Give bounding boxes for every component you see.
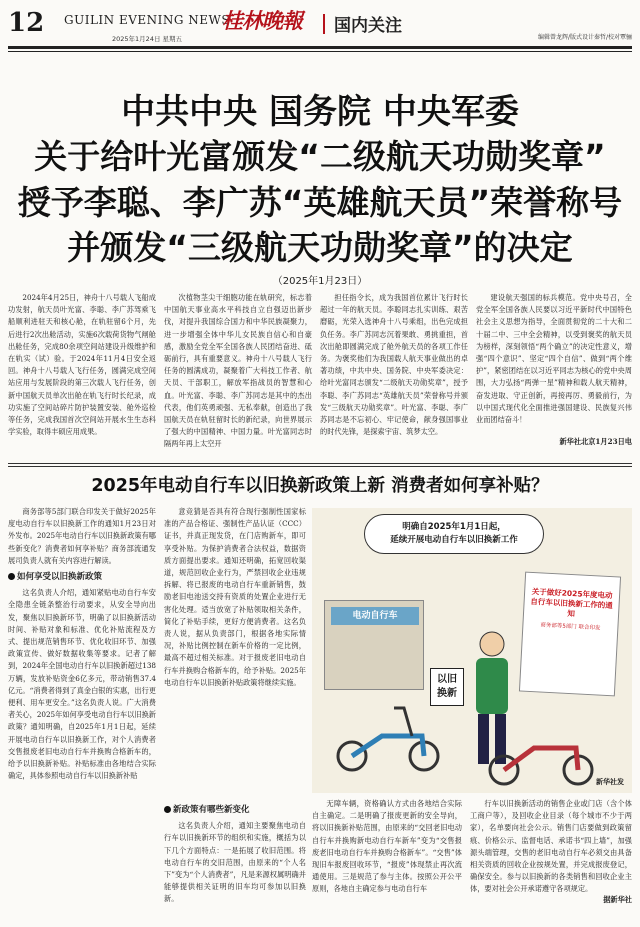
paragraph: 意竞猜是否具有符合现行强制性国家标准的产品合格证、强制性产品认证（CCC）证书，并真正现发货，在门店购新车，即可享受补贴。为保护消费者合法权益，数据资质方面提出要求。通知还明确，拓宽回收渠道，规范回收企业行为，严禁回收企业违规拆解、将已报废的电动自行车重新销售，鼓励老旧电池送交持有资质的处置企业进行无害化处理。适当放宽了补贴领取相关条件，简化了补贴手续，更好方便消费者。这名负责人说，据从负责部门，根据各地实际情况，补贴比例控制在新车价格的一定比例，最高不超过相关标准。对于报废老旧电动自行车并换购合格新车的，给予补贴。2025年电动自行车以旧换新补贴政策将继续实施。 <box>164 507 306 687</box>
article-column-3 <box>312 798 462 920</box>
source-signature: 据新华社 <box>603 895 632 904</box>
article-column-1 <box>8 506 156 918</box>
divider <box>8 463 632 464</box>
headline-line: 并颁发“三级航天功勋奖章”的决定 <box>67 228 573 267</box>
article-title: 2025年电动自行车以旧换新政策上新 消费者如何享补贴？ <box>91 476 549 496</box>
document-subtitle: 商务部等5部门 联合印发 <box>540 622 601 632</box>
policy-document <box>519 572 621 697</box>
paragraph: 行车以旧换新活动的销售企业或门店（含个体工商户等），及回收企业目录（每个城市不少于两家），名单要向社会公示。销售门店要做到政策留痕、价格公示、监督电话、承诺书“四上墙”，加强源头端管理，交售的老旧电动自行车必须交由具备相关资质的回收企业按规处置，并完成报废登记，确保安全。参与以旧换新的各类销售和回收企业主体，要对社会公开承诺遵守各项规定。 <box>470 799 632 894</box>
headline-line: 关于给叶光富颁发“二级航天功勋奖章” <box>34 137 606 176</box>
divider <box>8 51 632 52</box>
photo-credit: 新华社发 <box>596 778 624 786</box>
masthead <box>0 0 640 50</box>
paper-logo: 桂林晚報 <box>222 8 302 33</box>
headline-line: 中共中央 国务院 中央军委 <box>121 92 519 132</box>
bullet-icon <box>164 806 171 813</box>
trade-in-sign <box>430 668 464 706</box>
scooter-icon <box>482 718 602 788</box>
divider <box>8 46 632 49</box>
paragraph: 这名负责人介绍，通知紧贴电动自行车安全隐患全链条整治行动要求，从安全导向出发，聚焦以旧换新环节，明确了以旧换新活动时间、补贴对象和标准、优化补贴流程及方式、提出规范销售环节、优化收旧环节、加强政策宣传、做好数据收集等要求。记者了解到，2024年全国电动自行车以旧换新超过138万辆，发放补贴资金6亿多元，带动销售37.4亿元。“消费者得到了真金白银的实惠，出行更便利、用车更安全。”这名负责人说。广大消费者关心，2025年如何享受电动自行车以旧换新政策？通知明确，自2025年1月1日起，延续开展电动自行车以旧换新工作，对个人消费者交售报废老旧电动自行车并换购合格新车的，给予以旧换新补贴。补贴标准由各地结合实际确定，具体参照电动自行车以旧换新补贴 <box>8 588 156 781</box>
section-title: 国内关注 <box>334 16 402 36</box>
paper-name-en: GUILIN EVENING NEWS <box>64 13 231 27</box>
subheading <box>8 571 156 583</box>
decision-column-3 <box>320 292 468 456</box>
document-title: 关于做好2025年度电动自行车以旧换新工作的通知 <box>530 586 614 619</box>
paragraph: 这名负责人介绍，通知主要聚焦电动自行车以旧换新环节的组织和实施，概括为以下几个方面特点：一是拓展了收旧范围。将电动自行车的交旧范围，由原来的“个人名下”变为“个人消费者”，凡是来源权属明确并能够提供相关证明的旧车均可参加以旧换新。 <box>164 821 306 904</box>
headline-line: 授予李聪、李广苏“英雄航天员”荣誉称号 <box>17 183 623 222</box>
divider <box>323 14 325 34</box>
sign-text: 换新 <box>437 688 457 699</box>
paragraph: 建设航天强国的标兵模范。党中央号召，全党全军全国各族人民要以习近平新时代中国特色社会主义思想为指导，全面贯彻党的二十大和二十届二中、三中全会精神，以受到褒奖的航天员为榜样，深刻领悟“两个确立”的决定性意义，增强“四个意识”、坚定“四个自信”、做到“两个维护”，紧密团结在以习近平同志为核心的党中央周围，大力弘扬“两弹一星”精神和载人航天精神，奋发进取、守正创新，再接再厉、勇毅前行，为以中国式现代化全面推进强国建设、民族复兴伟业而团结奋斗！ <box>476 293 632 425</box>
speech-text: 明确自2025年1月1日起， <box>402 522 506 532</box>
divider <box>8 466 632 467</box>
paragraph: 2024年4月25日，神舟十八号载人飞船成功发射，航天员叶光富、李聪、李广苏驾乘飞船顺利进驻天和核心舱，在轨驻留6个月，先后进行2次出舱活动，实施6次载荷货物气闸舱出舱任务，完成80余项空间站建设升级维护和在轨实（试）验。于2024年11月4日安全返回。神舟十八号载人飞行任务，圆满完成空间站应用与发展阶段的第三次载人飞行任务，创新中国航天员单次出舱在轨飞行时长纪录，成功实施了空间站碎片防护装置安装、舱外巡检等任务，完成我国首次空间站开展水生生态科学实验，取得丰硕应用成果。 <box>8 293 156 437</box>
article-column-2 <box>164 506 306 918</box>
decision-date: （2025年1月23日） <box>272 276 368 287</box>
decision-column-4 <box>476 292 632 460</box>
speech-bubble <box>364 514 544 554</box>
paragraph: 次植物茎尖干细胞功能在轨研究，标志着中国航天事业高水平科技自立自强迈出新步伐，对提升我国综合国力和中华民族凝聚力，进一步增强全体中华儿女民族自信心和自豪感，激励全党全军全国各族人民团结奋进、砥砺前行，具有重要意义。神舟十八号载人飞行任务的圆满成功，凝聚着广大科技工作者、航天员、干部职工，解放军指战员的智慧和心血。叶光富、李聪、李广苏同志是其中的杰出代表，他们英勇顽强、无私奉献，创造出了我国航天员在轨驻留时长的新纪录，向世界展示了强大的中国精神、中国力量。叶光富同志时隔两年再上太空开 <box>164 293 312 449</box>
decision-column-1 <box>8 292 156 456</box>
editor-credits: 编辑曾龙辉/版式设计秦哲/校对覃骊 <box>537 34 632 41</box>
paragraph: 商务部等5部门联合印发关于做好2025年度电动自行车以旧换新工作的通知1月23日对外发布。2025年电动自行车以旧换新政策有哪些新变化？消费者如何享补贴？商务部流通发展司负责人就有关内容进行解读。 <box>8 507 156 565</box>
paragraph: 无障车辆，资格确认方式由各地结合实际自主确定。二是明确了报废更新的安全导向，将以旧换新补贴范围，由原来的“交回老旧电动自行车并换购新电动自行车新车”变为“交售报废老旧电动自行车并换购合格新车”。“交售”体现旧车报废回收环节，“报废”体现禁止再次流通使用。三是规范了参与主体。按照公开公平原则，各地自主确定参与电动自行车 <box>312 799 462 894</box>
decision-column-2 <box>164 292 312 456</box>
dateline-signature: 新华社北京1月23日电 <box>559 437 632 446</box>
subheading-text: 如何享受以旧换新政策 <box>17 572 103 583</box>
paragraph: 担任指令长，成为我国首位累计飞行时长超过一年的航天员。李聪同志扎实训练、艰苦磨砺，光荣入选神舟十八号乘组，出色完成担负任务。李广苏同志沉着果敢、勇挑重担，首次出舱即圆满完成了舱外航天员的各项工作任务。为褒奖他们为我国载人航天事业做出的卓著功绩，中共中央、国务院、中央军委决定：给叶光富同志颁发“二级航天功勋奖章”，授予李聪、李广苏同志“英雄航天员”荣誉称号并颁发“三级航天功勋奖章”。叶光富、李聪、李广苏同志是不忘初心、牢记使命，献身强国事业的时代先锋，是探索宇宙、筑梦太空。 <box>320 293 468 437</box>
bullet-icon <box>8 573 15 580</box>
issue-date: 2025年1月24日 星期五 <box>112 35 183 43</box>
scooter-icon <box>332 696 452 776</box>
speech-text: 延续开展电动自行车以旧换新工作 <box>390 535 518 545</box>
subheading <box>164 804 306 816</box>
shop-building <box>324 600 424 690</box>
cartoon-illustration <box>312 508 632 793</box>
article-column-4 <box>470 798 632 920</box>
subheading-text: 新政策有哪些新变化 <box>173 805 250 815</box>
sign-text: 以旧 <box>437 674 457 685</box>
page-number: 12 <box>8 8 45 38</box>
shop-sign: 电动自行车 <box>331 607 419 625</box>
